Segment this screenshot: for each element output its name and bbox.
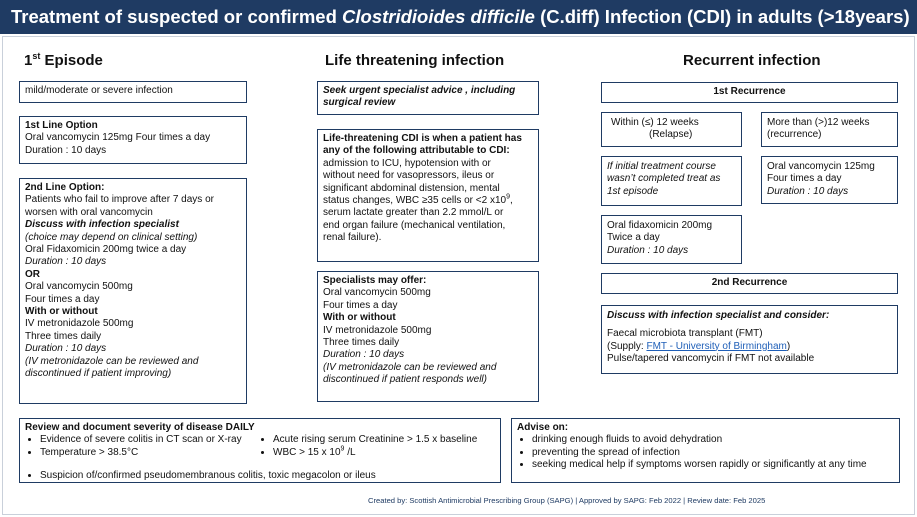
initial-course-box: If initial treatment course wasn’t completed treat as 1st episode	[601, 156, 742, 206]
relapse-fidaxomicin-box: Oral fidaxomicin 200mg Twice a day Duration : 10 days	[601, 215, 742, 264]
second-recurrence-box: Discuss with infection specialist and consider: Faecal microbiota transplant (FMT) (Supply: FMT - University of Birmingham) Pulse/tapered vancomycin if FMT not available	[601, 305, 898, 374]
review-item: • WBC > 15 x $10^9$ /L	[273, 447, 477, 459]
page-title: Treatment of suspected or confirmed Clostridioides difficile (C.diff) Infection (CDI) in adults (>18years)	[0, 0, 917, 34]
advise-item: • drinking enough fluids to avoid dehydration	[532, 434, 894, 446]
review-severity-box: Review and document severity of disease DAILY • Evidence of severe colitis in CT scan or X-ray • Temperature > 38.5°C • Acute rising serum Creatinine > 1.5 x baseline • WBC > 15 x $10^9$ /L • Suspicion of/confirmed pseudomembranous colitis, toxic megacolon or ileus	[19, 418, 501, 483]
column-heading-life-threatening: Life threatening infection	[325, 52, 505, 69]
recurrence-vancomycin-box: Oral vancomycin 125mg Four times a day Duration : 10 days	[761, 156, 898, 204]
review-item: • Acute rising serum Creatinine > 1.5 x baseline	[273, 434, 477, 446]
severity-box: mild/moderate or severe infection	[19, 81, 247, 103]
more-than-12-weeks-box: More than (>)12 weeks (recurrence)	[761, 112, 898, 147]
first-line-option-box: 1st Line Option Oral vancomycin 125mg Four times a day Duration : 10 days	[19, 116, 247, 164]
review-item: • Suspicion of/confirmed pseudomembranous colitis, toxic megacolon or ileus	[40, 470, 495, 482]
second-line-option-box: 2nd Line Option: Patients who fail to improve after 7 days or worsen with oral vancomycin Discuss with infection specialist (choice may depend on clinical setting) Oral Fidaxomicin 200mg twice a day Duration : 10 days OR Oral vancomycin 500mg Four times a day With or without IV metronidazole 500mg Three times daily Duration : 10 days (IV metronidazole can be reviewed and discontinued if patient improving)	[19, 178, 247, 404]
review-item: • Temperature > 38.5°C	[40, 447, 242, 459]
within-12-weeks-box: Within (≤) 12 weeks (Relapse)	[601, 112, 742, 147]
column-heading-first-episode: 1st Episode	[24, 51, 103, 69]
urgent-advice-box: Seek urgent specialist advice , including surgical review	[317, 81, 539, 115]
advise-box: Advise on: • drinking enough fluids to avoid dehydration • preventing the spread of infection • seeking medical help if symptoms worsen rapidly or significantly at any time	[511, 418, 900, 483]
fmt-birmingham-link[interactable]: FMT - University of Birmingham	[646, 340, 787, 352]
review-item: • Evidence of severe colitis in CT scan or X-ray	[40, 434, 242, 446]
second-recurrence-header: 2nd Recurrence	[601, 273, 898, 294]
life-threatening-definition-box: Life-threatening CDI is when a patient has any of the following attributable to CDI: admission to ICU, hypotension with or without need for vasopressors, ileus or significant abdominal distension, mental status changes, WBC ≥35 cells or <2 $x10^9$, serum lactate greater than 2.2 mmol/L or end organ failure (mechanical ventilation, renal failure).	[317, 129, 539, 262]
column-heading-recurrent: Recurrent infection	[683, 52, 821, 69]
footer-credits: Created by: Scottish Antimicrobial Prescribing Group (SAPG) | Approved by SAPG: Feb 2022 | Review date: Feb 2025	[368, 496, 766, 505]
advise-item: • preventing the spread of infection	[532, 447, 894, 459]
advise-item: • seeking medical help if symptoms worsen rapidly or significantly at any time	[532, 459, 894, 471]
specialists-offer-box: Specialists may offer: Oral vancomycin 500mg Four times a day With or without IV metronidazole 500mg Three times daily Duration : 10 days (IV metronidazole can be reviewed and discontinued if patient responds well)	[317, 271, 539, 402]
first-recurrence-header: 1st Recurrence	[601, 82, 898, 103]
